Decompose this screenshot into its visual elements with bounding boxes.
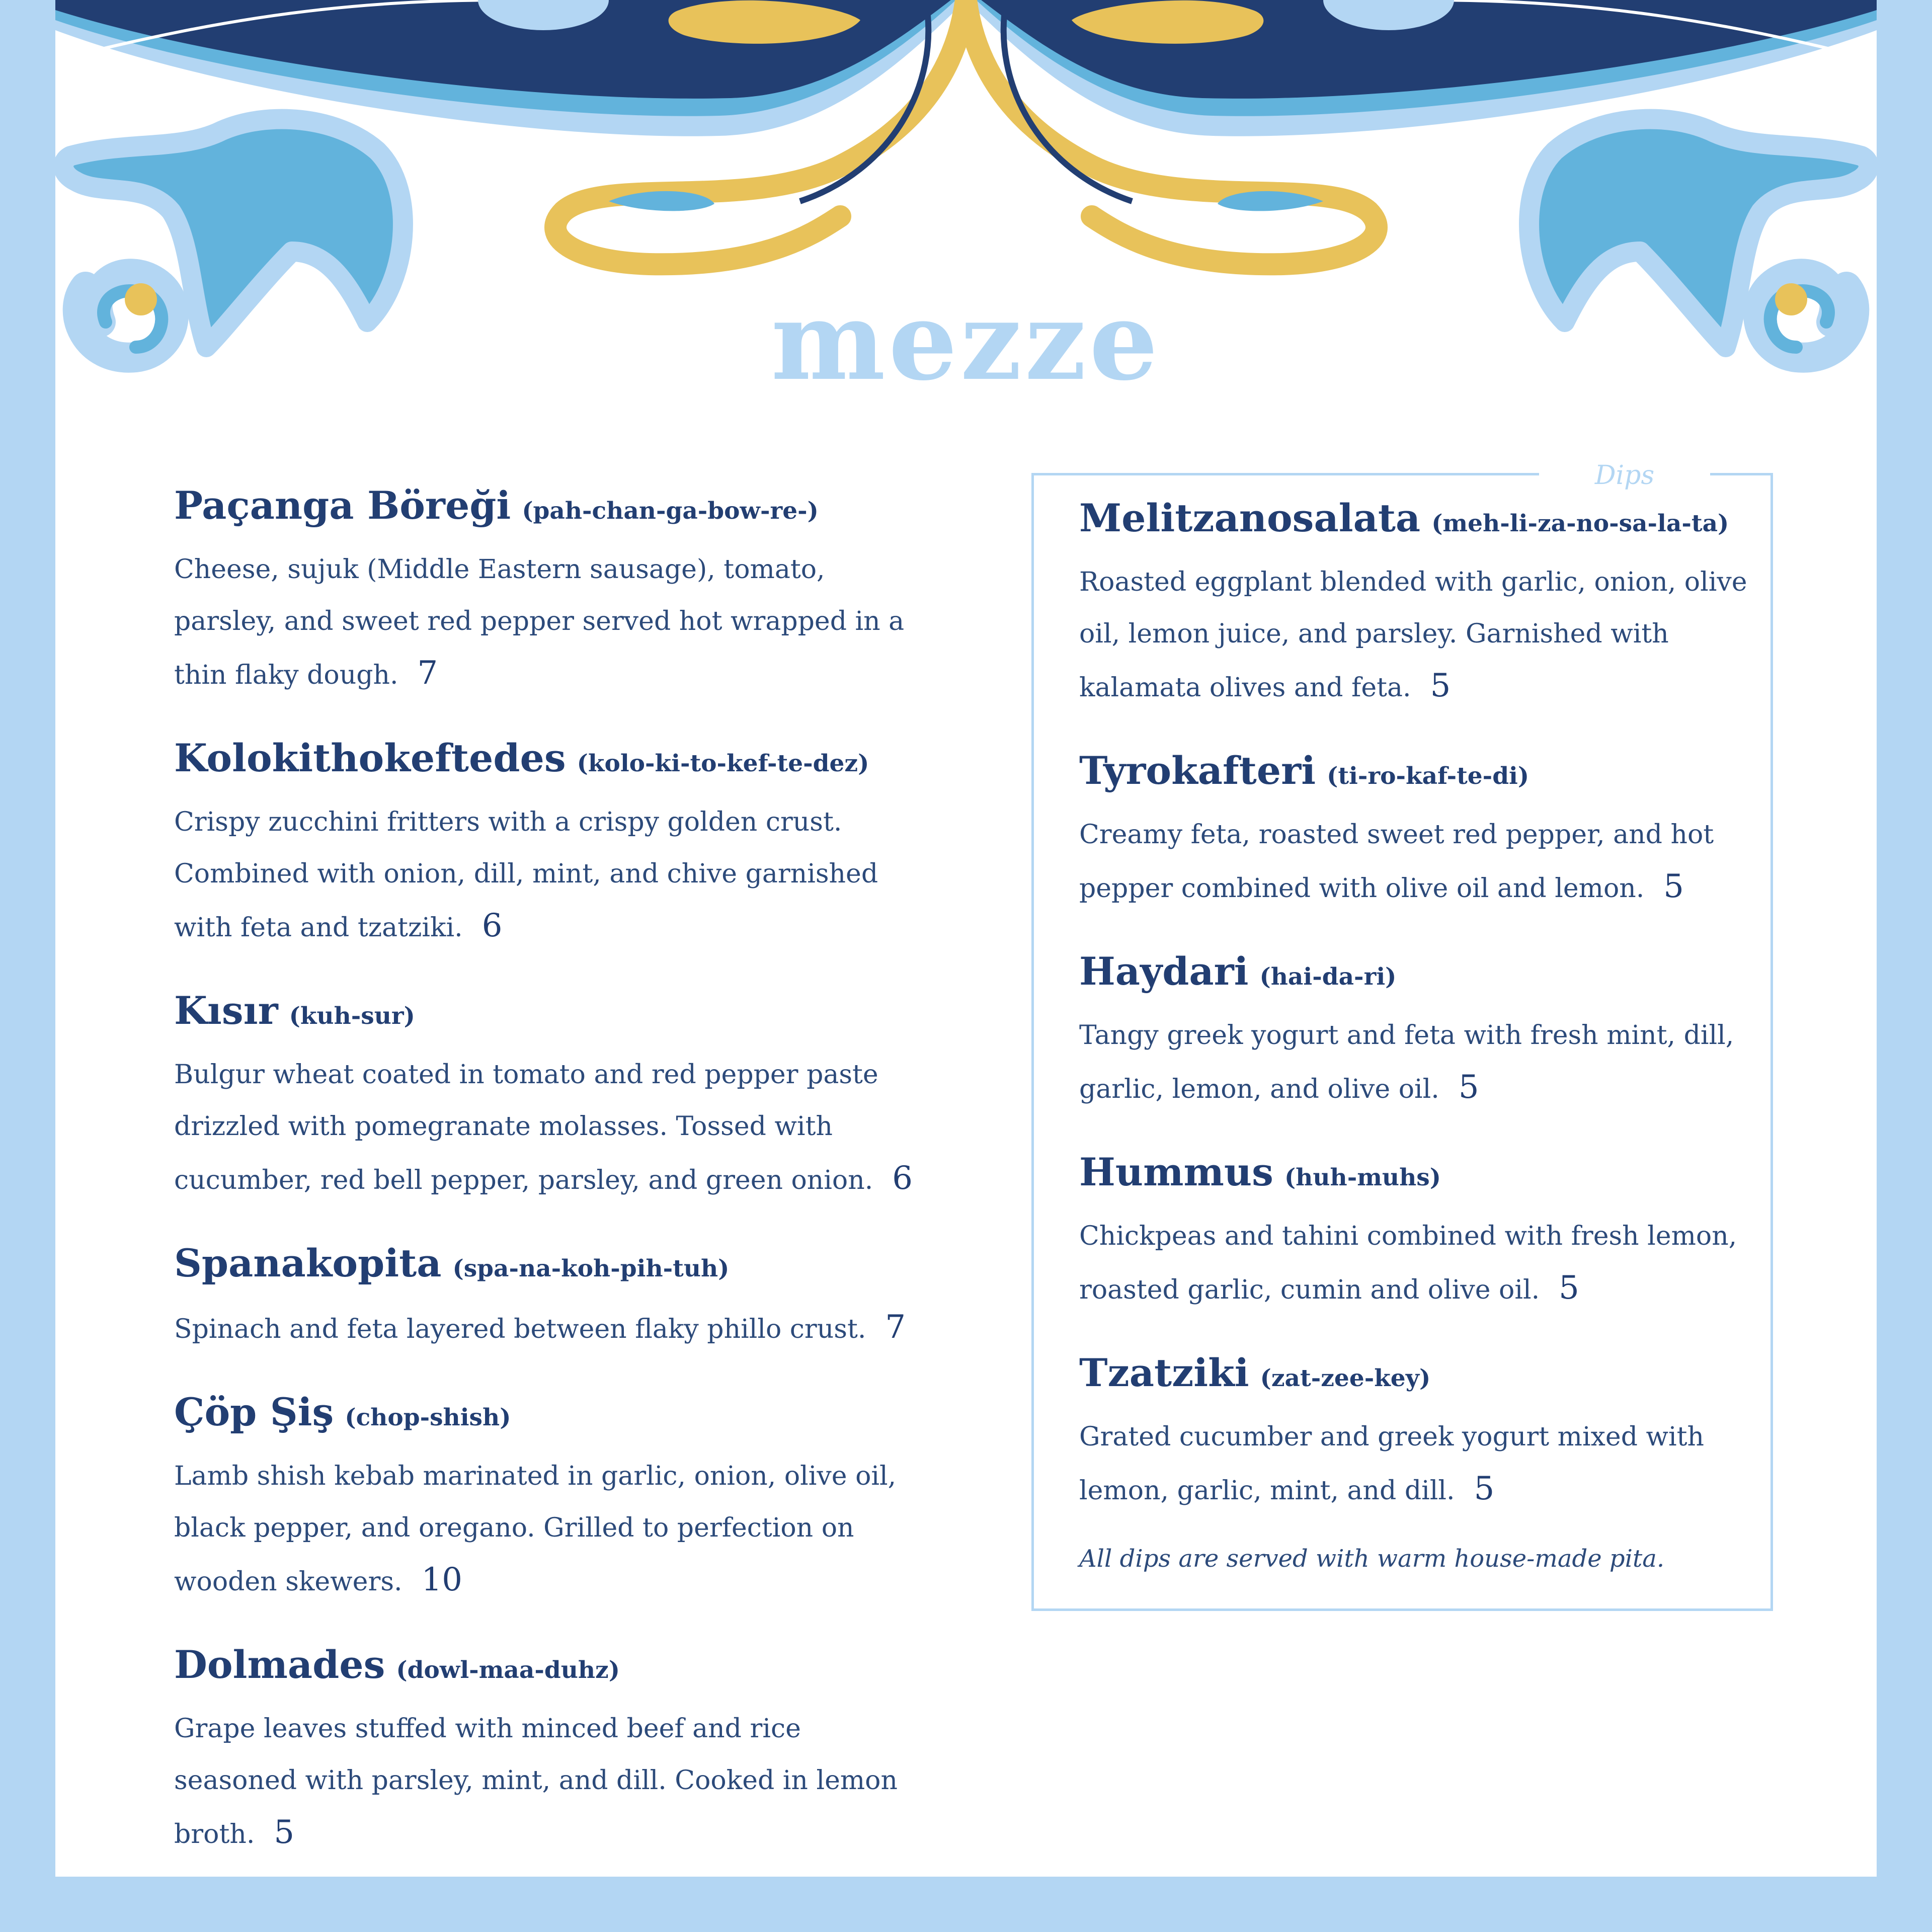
item-price: 5 bbox=[1458, 1069, 1479, 1106]
item-description: Cheese, sujuk (Middle Eastern sausage), tomato, parsley, and sweet red pepper served hot wrapped in a thin flaky dough. bbox=[174, 554, 905, 690]
item-pronunciation: (spa-na-koh-pih-tuh) bbox=[452, 1255, 730, 1282]
item-price: 7 bbox=[885, 1309, 906, 1346]
item-name: Kısır bbox=[174, 988, 278, 1033]
item-pronunciation: (kolo-ki-to-kef-te-dez) bbox=[577, 750, 869, 777]
menu-page bbox=[55, 0, 1877, 1877]
item-price: 5 bbox=[1474, 1470, 1495, 1507]
item-price: 5 bbox=[1430, 667, 1451, 704]
page-title: mezze bbox=[771, 277, 1161, 405]
item-price: 10 bbox=[421, 1561, 462, 1598]
menu-item bbox=[1079, 491, 1753, 714]
menu-item bbox=[174, 1385, 919, 1608]
item-price: 5 bbox=[1559, 1269, 1579, 1307]
item-name: Kolokithokeftedes bbox=[174, 736, 566, 780]
dips-label: Dips bbox=[1539, 460, 1710, 491]
item-description: Grated cucumber and greek yogurt mixed with lemon, garlic, mint, and dill. bbox=[1079, 1422, 1705, 1506]
menu-item bbox=[1079, 1145, 1753, 1316]
item-description: Spinach and feta layered between flaky phillo crust. bbox=[174, 1314, 866, 1344]
item-name: Melitzanosalata bbox=[1079, 496, 1421, 540]
menu-item bbox=[174, 983, 919, 1206]
item-name: Hummus bbox=[1079, 1150, 1273, 1194]
dips-note: All dips are served with warm house-made pita. bbox=[1079, 1545, 1665, 1573]
mezze-list bbox=[174, 478, 919, 1877]
item-description: Crispy zucchini fritters with a crispy golden crust. Combined with onion, dill, mint, and chive garnished with feta and tzatziki. bbox=[174, 807, 878, 943]
item-pronunciation: (ti-ro-kaf-te-di) bbox=[1327, 762, 1530, 790]
item-pronunciation: (dowl-maa-duhz) bbox=[396, 1656, 620, 1684]
item-description: Chickpeas and tahini combined with fresh lemon, roasted garlic, cumin and olive oil. bbox=[1079, 1221, 1737, 1305]
item-name: Dolmades bbox=[174, 1642, 385, 1687]
item-name: Haydari bbox=[1079, 949, 1249, 994]
item-pronunciation: (chop-shish) bbox=[345, 1404, 511, 1431]
item-description: Roasted eggplant blended with garlic, onion, olive oil, lemon juice, and parsley. Garnished with kalamata olives and feta. bbox=[1079, 567, 1747, 703]
menu-item bbox=[174, 478, 919, 701]
menu-item bbox=[174, 1236, 919, 1355]
dips-list bbox=[1079, 491, 1753, 1546]
item-name: Çöp Şiş bbox=[174, 1390, 334, 1434]
item-pronunciation: (meh-li-za-no-sa-la-ta) bbox=[1431, 510, 1729, 537]
item-price: 5 bbox=[1663, 868, 1684, 905]
item-pronunciation: (huh-muhs) bbox=[1284, 1164, 1441, 1191]
menu-item bbox=[1079, 1345, 1753, 1517]
item-pronunciation: (zat-zee-key) bbox=[1260, 1364, 1431, 1392]
ornament-scroll-right bbox=[1529, 119, 1869, 347]
item-price: 6 bbox=[892, 1160, 913, 1197]
ornament-scroll-left bbox=[63, 119, 403, 347]
menu-item bbox=[174, 731, 919, 954]
item-name: Paçanga Böreği bbox=[174, 483, 511, 528]
item-description: Creamy feta, roasted sweet red pepper, and hot pepper combined with olive oil and lemon. bbox=[1079, 820, 1714, 904]
item-pronunciation: (kuh-sur) bbox=[289, 1002, 415, 1030]
item-price: 6 bbox=[481, 907, 503, 944]
item-description: Grape leaves stuffed with minced beef and rice seasoned with parsley, mint, and dill. Cooked in lemon broth. bbox=[174, 1714, 898, 1849]
item-name: Tyrokafteri bbox=[1079, 748, 1316, 793]
dips-section bbox=[1031, 460, 1773, 1611]
item-price: 5 bbox=[274, 1814, 295, 1851]
item-name: Spanakopita bbox=[174, 1241, 442, 1285]
menu-item bbox=[174, 1637, 919, 1861]
menu-item bbox=[1079, 944, 1753, 1115]
item-description: Lamb shish kebab marinated in garlic, onion, olive oil, black pepper, and oregano. Grilled to perfection on wooden skewers. bbox=[174, 1461, 897, 1597]
item-description: Tangy greek yogurt and feta with fresh mint, dill, garlic, lemon, and olive oil. bbox=[1079, 1020, 1734, 1104]
item-pronunciation: (pah-chan-ga-bow-re-) bbox=[522, 497, 819, 525]
item-name: Tzatziki bbox=[1079, 1350, 1249, 1395]
item-price: 7 bbox=[417, 655, 438, 692]
item-description: Bulgur wheat coated in tomato and red pepper paste drizzled with pomegranate molasses. Tossed with cucumber, red bell pepper, parsley, and green onion. bbox=[174, 1060, 878, 1195]
menu-item bbox=[1079, 743, 1753, 915]
item-pronunciation: (hai-da-ri) bbox=[1259, 963, 1397, 991]
